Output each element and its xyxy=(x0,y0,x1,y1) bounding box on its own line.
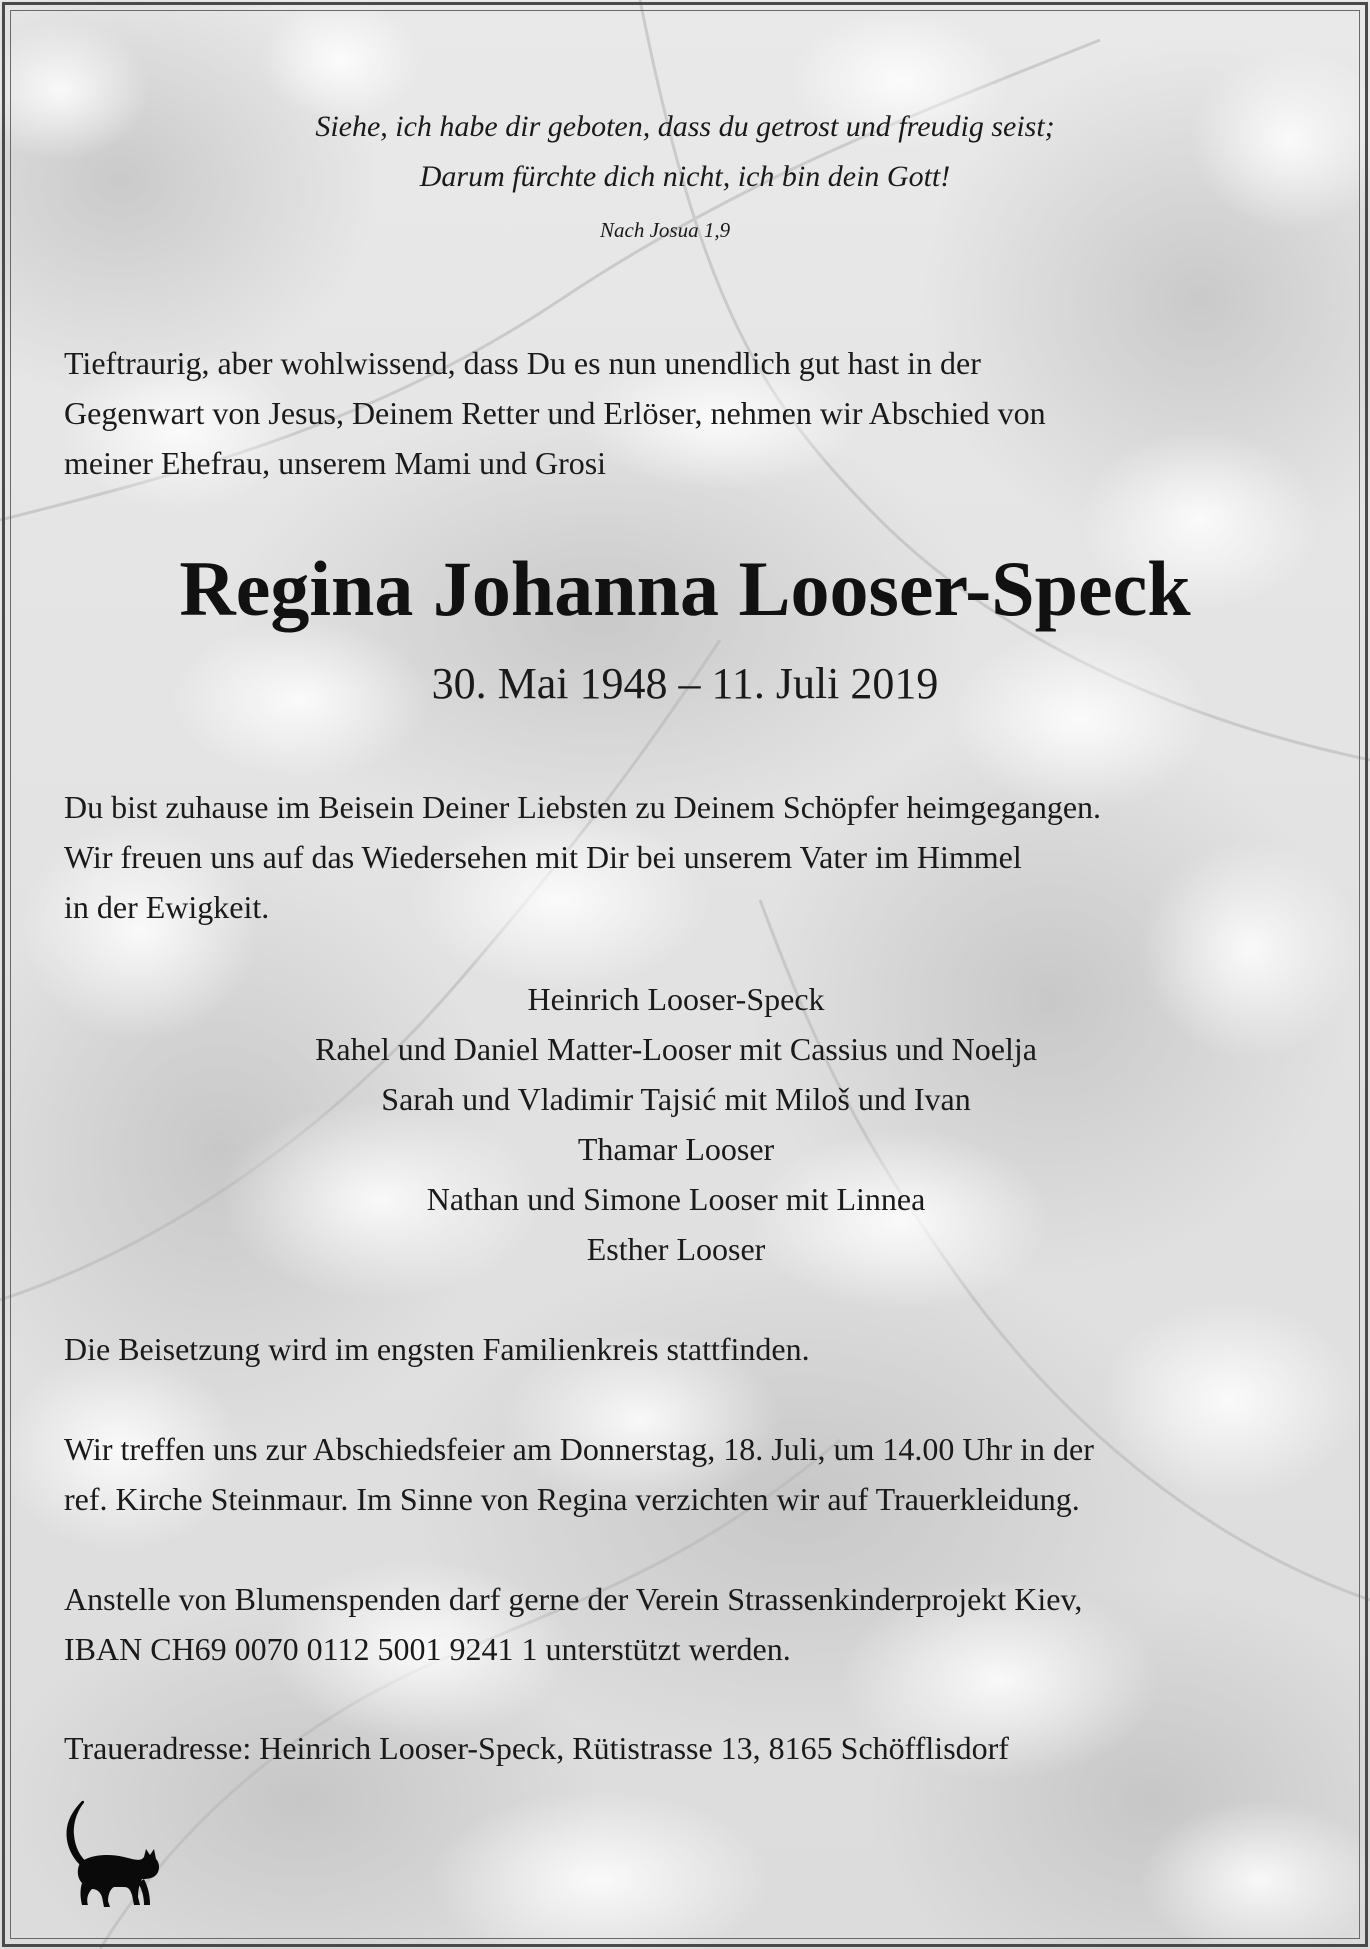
family-member: Heinrich Looser-Speck xyxy=(527,981,825,1017)
mourning-address: Traueradresse: Heinrich Looser-Speck, Rütistrasse 13, 8165 Schöfflisdorf xyxy=(64,1730,1009,1766)
family-list xyxy=(0,974,1352,1274)
intro-text xyxy=(64,338,1324,488)
intro-line: meiner Ehefrau, unserem Mami und Grosi xyxy=(64,445,607,481)
motto-line-1: Siehe, ich habe dir geboten, dass du getrost und freudig seist; xyxy=(315,110,1055,143)
donation-line: IBAN CH69 0070 0112 5001 9241 1 unterstützt werden. xyxy=(64,1631,791,1667)
intro-line: Gegenwart von Jesus, Deinem Retter und Erlöser, nehmen wir Abschied von xyxy=(64,395,1046,431)
family-member: Nathan und Simone Looser mit Linnea xyxy=(426,1181,926,1217)
farewell-line: in der Ewigkeit. xyxy=(64,889,270,925)
family-member: Thamar Looser xyxy=(577,1131,775,1167)
family-member: Rahel und Daniel Matter-Looser mit Cassius und Noelja xyxy=(315,1031,1037,1067)
family-member: Sarah und Vladimir Tajsić mit Miloš und Ivan xyxy=(381,1081,971,1117)
farewell-text xyxy=(64,782,1324,932)
intro-line: Tieftraurig, aber wohlwissend, dass Du es nun unendlich gut hast in der xyxy=(64,345,981,381)
donation-notice xyxy=(64,1574,1324,1674)
verse-source: Nach Josua 1,9 xyxy=(600,218,731,242)
cat-silhouette-icon xyxy=(58,1793,164,1913)
ceremony-line: ref. Kirche Steinmaur. Im Sinne von Regina verzichten wir auf Trauerkleidung. xyxy=(64,1481,1080,1517)
donation-line: Anstelle von Blumenspenden darf gerne der Verein Strassenkinderprojekt Kiev, xyxy=(64,1581,1083,1617)
farewell-line: Du bist zuhause im Beisein Deiner Liebsten zu Deinem Schöpfer heimgegangen. xyxy=(64,789,1102,825)
family-member: Esther Looser xyxy=(586,1231,766,1267)
burial-notice: Die Beisetzung wird im engsten Familienkreis stattfinden. xyxy=(64,1331,810,1367)
life-dates: 30. Mai 1948 – 11. Juli 2019 xyxy=(431,659,939,708)
farewell-line: Wir freuen uns auf das Wiedersehen mit Dir bei unserem Vater im Himmel xyxy=(64,839,1022,875)
motto-line-2: Darum fürchte dich nicht, ich bin dein Gott! xyxy=(419,160,951,193)
deceased-name: Regina Johanna Looser-Speck xyxy=(179,545,1191,632)
ceremony-line: Wir treffen uns zur Abschiedsfeier am Donnerstag, 18. Juli, um 14.00 Uhr in der xyxy=(64,1431,1094,1467)
ceremony-notice xyxy=(64,1424,1324,1524)
